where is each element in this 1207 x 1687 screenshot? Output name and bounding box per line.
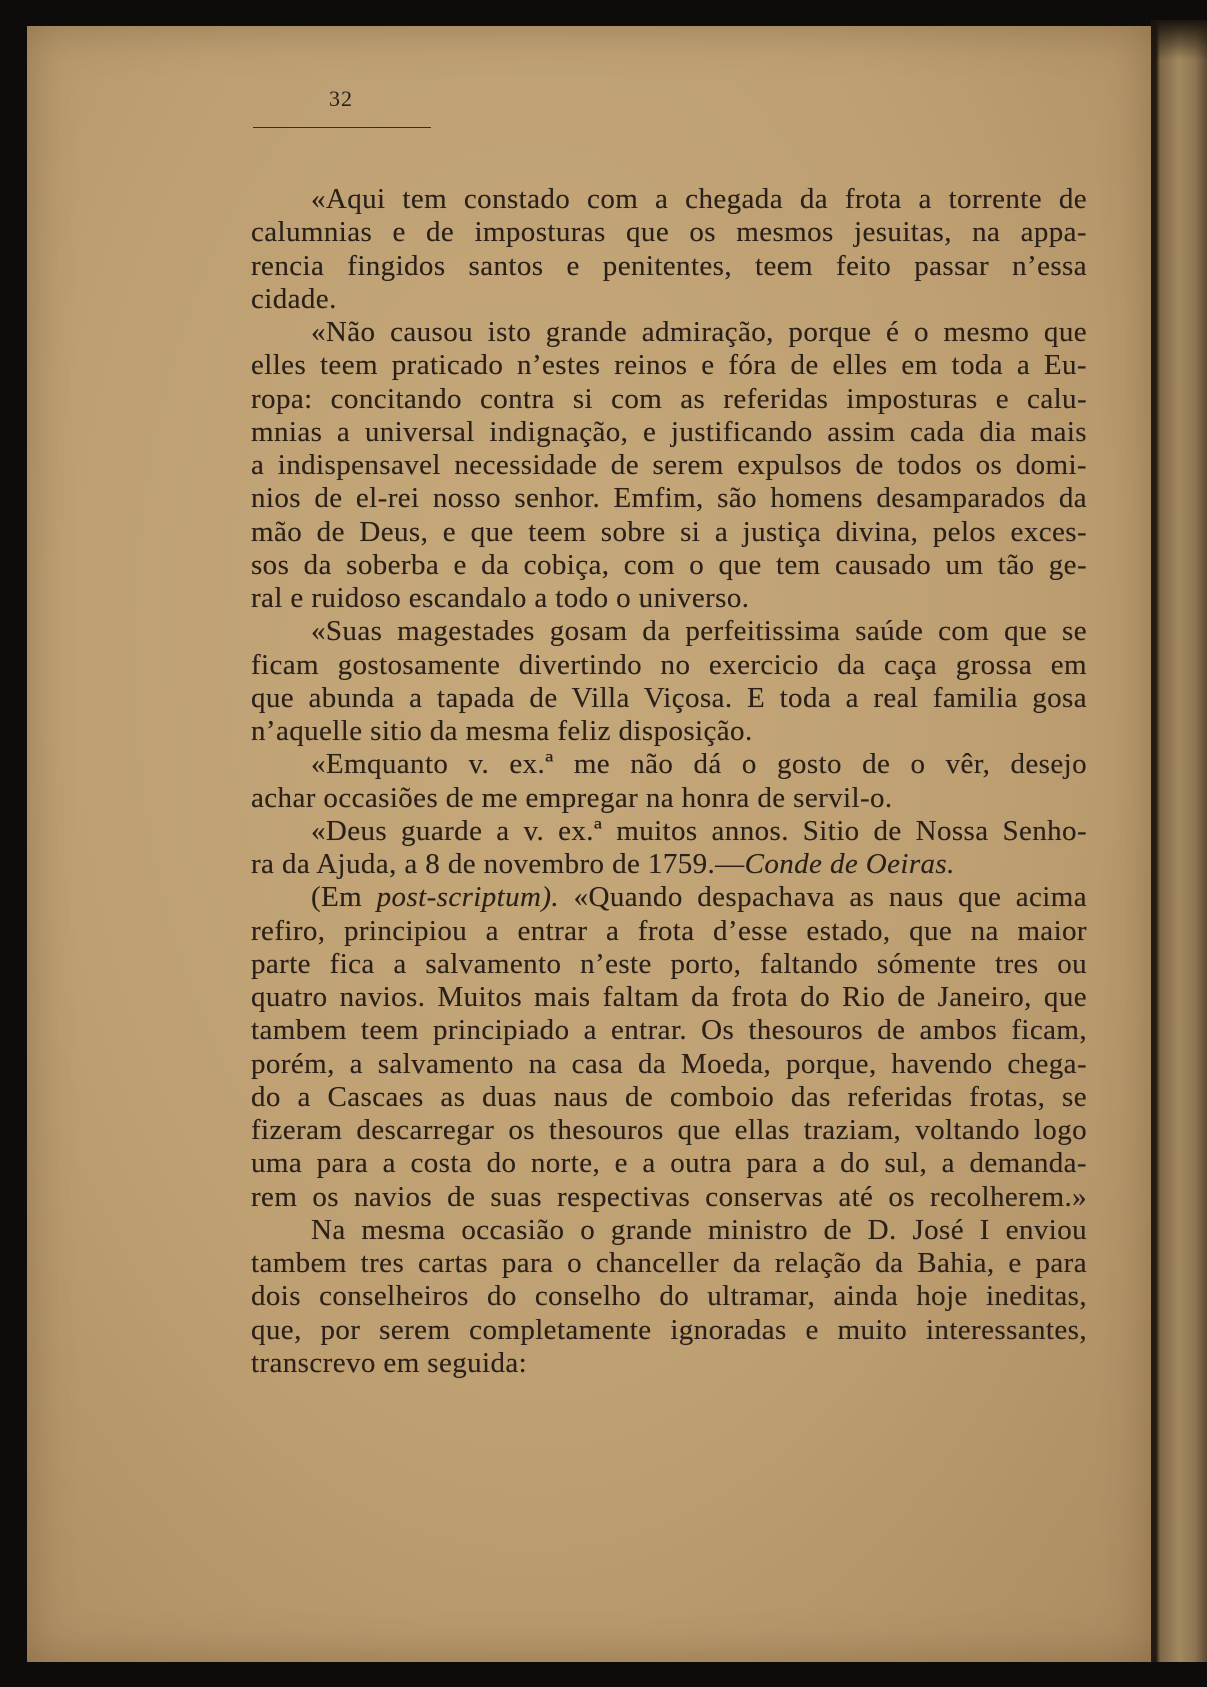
text-line: que abunda a tapada de Villa Viçosa. E toda a real familia gosa [251,681,1087,714]
text-line: rencia fingidos santos e penitentes, teem feito passar n’essa [251,249,1087,282]
text-line: «Emquanto v. ex.ª me não dá o gosto de o vêr, desejo [311,748,1087,781]
text-line: mão de Deus, e que teem sobre si a justiça divina, pelos exces- [251,515,1087,548]
text-line: achar occasiões de me empregar na honra de servil-o. [251,781,893,814]
text-line: tambem teem principiado a entrar. Os thesouros de ambos ficam, [251,1014,1087,1047]
text-line: refiro, principiou a entrar a frota d’esse estado, que na maior [251,914,1087,947]
text-line: quatro navios. Muitos mais faltam da frota do Rio de Janeiro, que [251,981,1087,1013]
text-line: tambem tres cartas para o chanceller da relação da Bahia, e para [251,1247,1087,1279]
page-number: 32 [329,86,353,111]
text-line: ropa: concitando contra si com as referidas imposturas e calu- [251,382,1087,415]
post-scriptum-label: post-scriptum). [376,881,560,914]
text-segment: «Quando despachava as naus que acima [559,881,1087,914]
paragraph [251,316,1087,615]
adjacent-page-edge [1151,20,1207,1662]
text-line: n’aquelle sitio da mesma feliz disposição. [251,715,753,747]
text-line: porém, a salvamento na casa da Moeda, porque, havendo chega- [251,1047,1087,1080]
text-line: sos da soberba e da cobiça, com o que tem causado um tão ge- [251,548,1087,581]
text-line: ficam gostosamente divertindo no exercicio da caça grossa em [251,648,1087,681]
text-line: dois conselheiros do conselho do ultramar, ainda hoje ineditas, [251,1280,1087,1313]
paragraph [251,183,1087,316]
text-line: «Suas magestades gosam da perfeitissima saúde com que se [311,615,1087,648]
text-line: Na mesma occasião o grande ministro de D. José I enviou [311,1213,1087,1246]
header-rule [253,127,431,128]
text-line: parte fica a salvamento n’este porto, faltando sómente tres ou [251,947,1087,980]
signature: Conde de Oeiras. [744,848,955,880]
text-line [251,848,1087,881]
text-line: «Deus guarde a v. ex.ª muitos annos. Sitio de Nossa Senho- [311,814,1087,847]
body-text [251,183,1087,1380]
text-line: elles teem praticado n’estes reinos e fóra de elles em toda a Eu- [251,349,1087,382]
paragraph [251,748,1087,815]
text-line: ral e ruidoso escandalo a todo o universo. [251,582,750,614]
text-line: a indispensavel necessidade de serem expulsos de todos os domi- [251,449,1087,481]
paragraph [251,1214,1087,1380]
text-line: «Aqui tem constado com a chegada da frota a torrente de [311,183,1087,215]
text-line: «Não causou isto grande admiração, porque é o mesmo que [311,316,1087,348]
text-line [251,881,1087,914]
text-line: uma para a costa do norte, e a outra para a do sul, a demanda- [251,1147,1087,1180]
paragraph [251,881,1087,1214]
text-line: calumnias e de imposturas que os mesmos jesuitas, na appa- [251,216,1087,249]
text-line: transcrevo em seguida: [251,1346,528,1379]
paragraph [251,615,1087,748]
text-line: que, por serem completamente ignoradas e muito interessantes, [251,1313,1087,1346]
edge-shadow [1151,20,1207,60]
text-line: mnias a universal indignação, e justificando assim cada dia mais [251,415,1087,448]
text-line: rem os navios de suas respectivas conservas até os recolherem.» [251,1180,1087,1213]
text-line: nios de el-rei nosso senhor. Emfim, são homens desamparados da [251,482,1087,515]
paragraph [251,815,1087,882]
text-segment: (Em [311,881,377,914]
text-line: cidade. [251,282,337,315]
text-line: do a Cascaes as duas naus de comboio das referidas frotas, se [251,1080,1087,1113]
text-line: fizeram descarregar os thesouros que ellas traziam, voltando logo [251,1114,1087,1146]
date-text: ra da Ajuda, a 8 de novembro de 1759.— [251,848,745,880]
